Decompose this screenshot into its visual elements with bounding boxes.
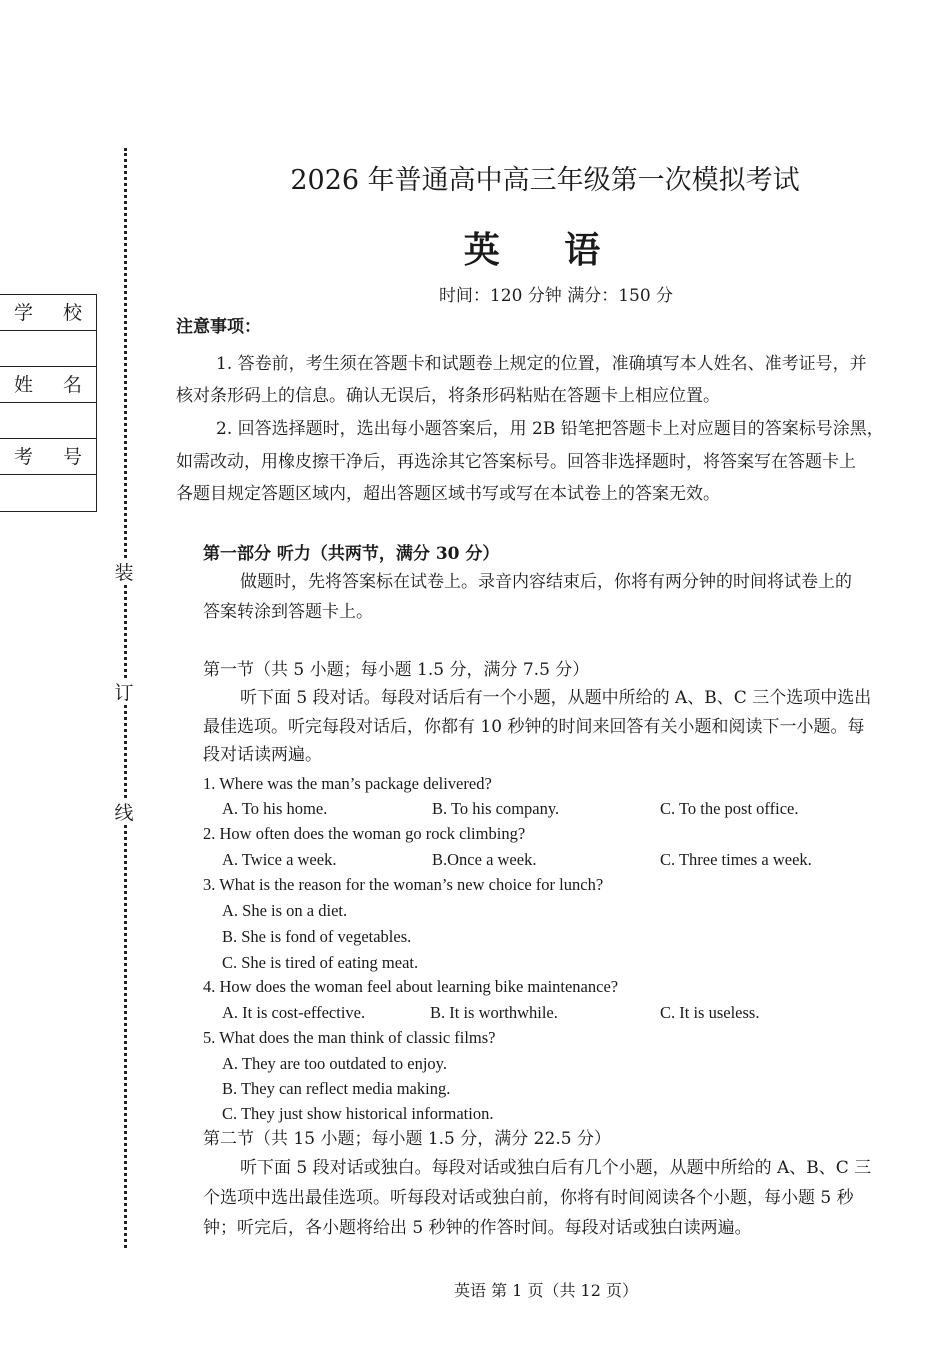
option-b: B. They can reflect media making. xyxy=(222,1079,451,1098)
question-stem: 3. What is the reason for the woman’s new choice for lunch? xyxy=(203,875,604,894)
section2-intro-line: 钟；听完后，各小题将给出 5 秒钟的作答时间。每段对话或独白读两遍。 xyxy=(203,1218,752,1238)
question-stem: 1. Where was the man’s package delivered? xyxy=(203,774,492,793)
section1-intro-line: 段对话读两遍。 xyxy=(203,745,322,765)
name-label-row xyxy=(0,367,96,403)
notice-line: 如需改动，用橡皮擦干净后，再选涂其它答案标号。回答非选择题时，将答案写在答题卡上 xyxy=(176,452,856,472)
part1-heading: 第一部分 听力（共两节，满分 30 分） xyxy=(203,544,500,564)
subject-title: 英 语 xyxy=(463,229,627,271)
school-label: 学 校 xyxy=(14,302,95,324)
section2-heading: 第二节（共 15 小题；每小题 1.5 分，满分 22.5 分） xyxy=(203,1129,611,1149)
name-label: 姓 名 xyxy=(14,374,95,396)
notice-line: 核对条形码上的信息。确认无误后，将条形码粘贴在答题卡上相应位置。 xyxy=(176,386,720,406)
school-field xyxy=(0,331,96,367)
student-info-box xyxy=(0,294,97,512)
name-field xyxy=(0,403,96,439)
binding-char-ding: 订 xyxy=(112,681,136,705)
time-info: 时间：120 分钟 满分：150 分 xyxy=(438,286,674,306)
option-b: B. To his company. xyxy=(432,799,560,818)
option-c: C. To the post office. xyxy=(660,799,799,818)
notice-line: 1. 答卷前，考生须在答题卡和试题卷上规定的位置，准确填写本人姓名、准考证号，并 xyxy=(216,354,867,374)
section2-intro-line: 个选项中选出最佳选项。听每段对话或独白前，你将有时间阅读各个小题，每小题 5 秒 xyxy=(203,1188,854,1208)
option-a: A. They are too outdated to enjoy. xyxy=(222,1054,447,1073)
exam-number-label-row xyxy=(0,439,96,475)
question-stem: 2. How often does the woman go rock climbing? xyxy=(203,824,526,843)
option-a: A. She is on a diet. xyxy=(222,901,348,920)
option-c: C. She is tired of eating meat. xyxy=(222,953,419,972)
section1-heading: 第一节（共 5 小题；每小题 1.5 分，满分 7.5 分） xyxy=(203,660,590,680)
question-stem: 5. What does the man think of classic films? xyxy=(203,1028,496,1047)
part1-intro-line: 做题时，先将答案标在试卷上。录音内容结束后，你将有两分钟的时间将试卷上的 xyxy=(240,572,852,592)
question-stem: 4. How does the woman feel about learning bike maintenance? xyxy=(203,977,619,996)
option-a: A. Twice a week. xyxy=(222,850,337,869)
section1-intro-line: 最佳选项。听完每段对话后，你都有 10 秒钟的时间来回答有关小题和阅读下一小题。每 xyxy=(203,717,865,737)
exam-title: 2026 年普通高中高三年级第一次模拟考试 xyxy=(290,165,800,196)
option-c: C. It is useless. xyxy=(660,1003,760,1022)
option-b: B. It is worthwhile. xyxy=(430,1003,558,1022)
binding-char-xian: 线 xyxy=(112,801,136,825)
exam-number-field xyxy=(0,475,96,511)
page-footer: 英语 第 1 页（共 12 页） xyxy=(454,1281,638,1300)
notice-line: 2. 回答选择题时，选出每小题答案后，用 2B 铅笔把答题卡上对应题目的答案标号涂黑， xyxy=(216,419,884,439)
option-b: B. She is fond of vegetables. xyxy=(222,927,412,946)
option-c: C. They just show historical information. xyxy=(222,1104,494,1123)
section2-intro-line: 听下面 5 段对话或独白。每段对话或独白后有几个小题，从题中所给的 A、B、C 三 xyxy=(240,1158,872,1178)
option-c: C. Three times a week. xyxy=(660,850,812,869)
notice-heading: 注意事项： xyxy=(176,317,261,337)
exam-number-label: 考 号 xyxy=(14,446,95,468)
option-b: B.Once a week. xyxy=(432,850,537,869)
section1-intro-line: 听下面 5 段对话。每段对话后有一个小题，从题中所给的 A、B、C 三个选项中选出 xyxy=(240,688,872,708)
notice-line: 各题目规定答题区域内，超出答题区域书写或写在本试卷上的答案无效。 xyxy=(176,484,720,504)
part1-intro-line: 答案转涂到答题卡上。 xyxy=(203,602,373,622)
option-a: A. To his home. xyxy=(222,799,328,818)
option-a: A. It is cost-effective. xyxy=(222,1003,366,1022)
binding-char-zhuang: 装 xyxy=(112,561,136,585)
